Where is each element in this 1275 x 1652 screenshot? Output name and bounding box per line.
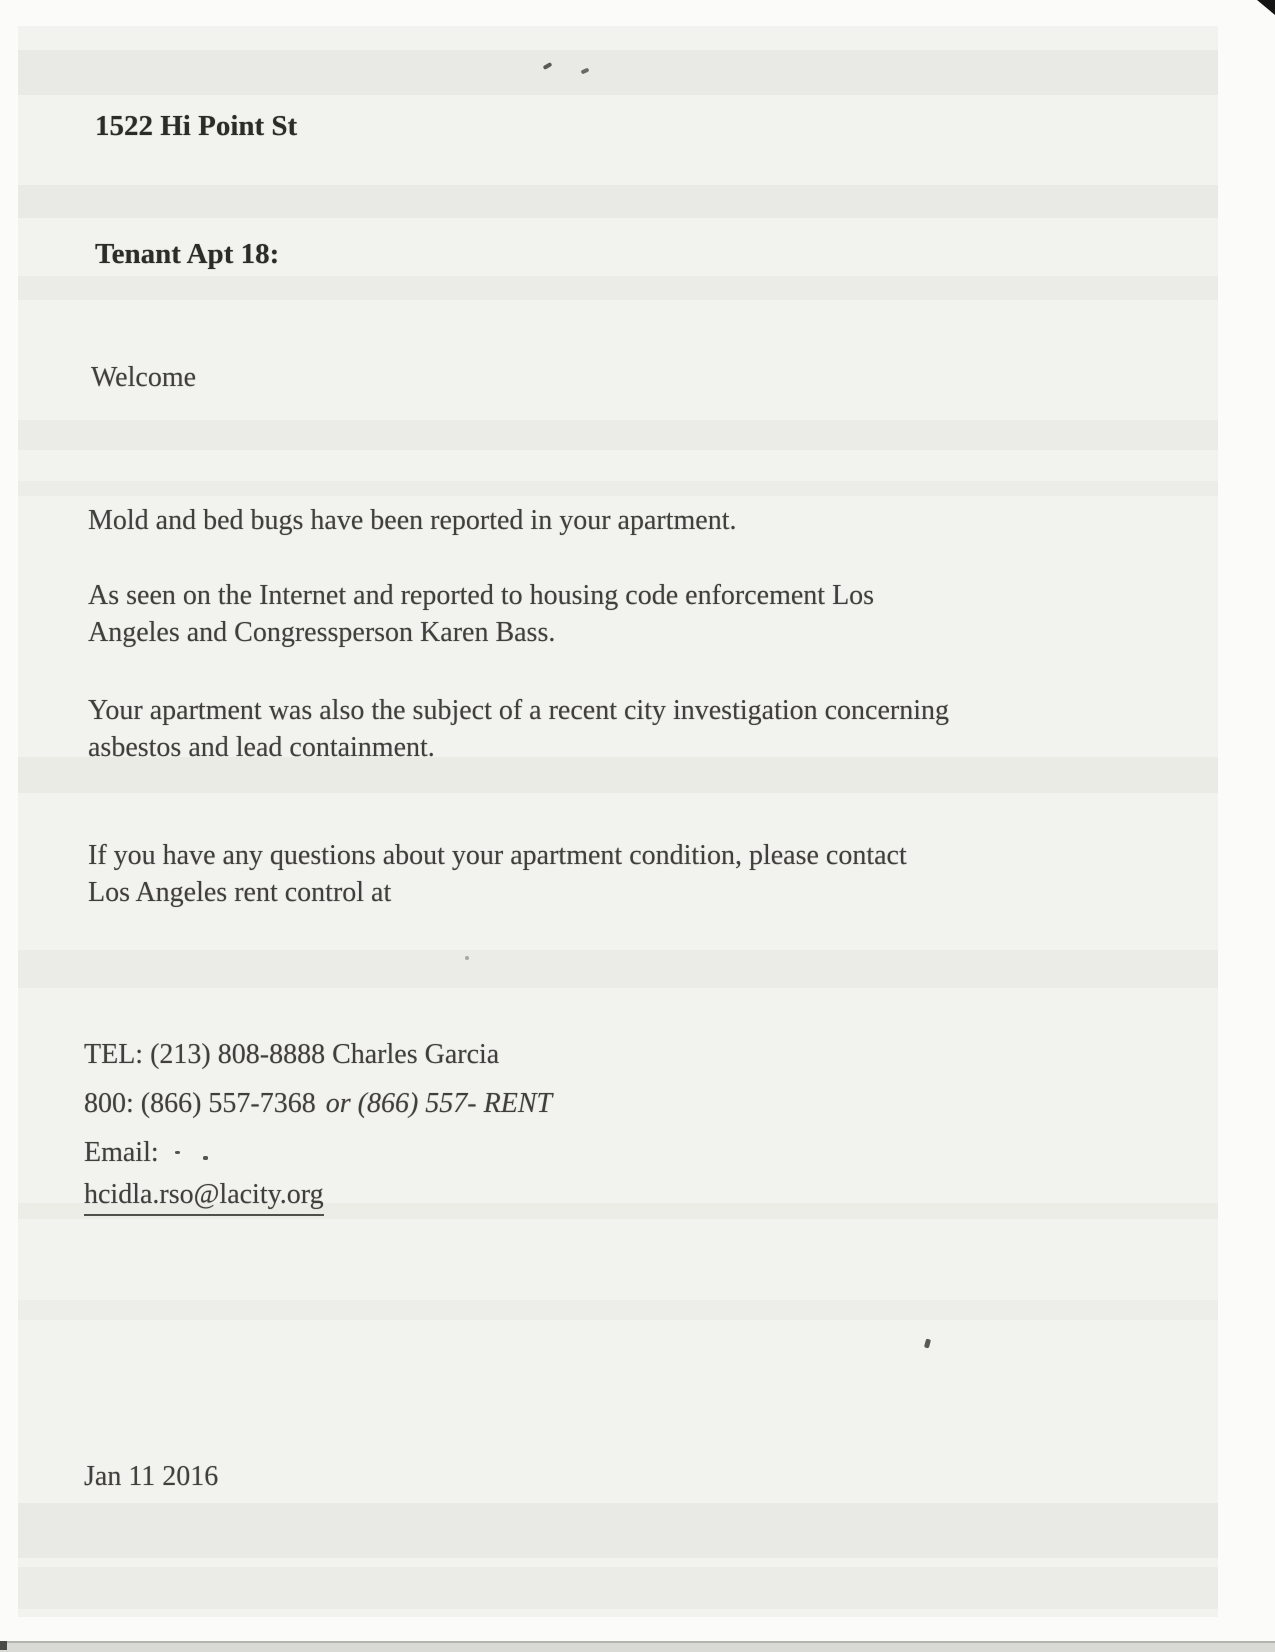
scan-streak	[18, 276, 1218, 300]
email-label: Email:	[84, 1137, 159, 1168]
scan-streak	[18, 185, 1218, 218]
scanner-corner-artifact	[1257, 0, 1275, 15]
scanner-corner-mark	[0, 1641, 7, 1650]
paragraph-line: Angeles and Congressperson Karen Bass.	[88, 617, 556, 648]
ink-speck	[203, 1156, 208, 1160]
phone-800-alt: or (866) 557- RENT	[325, 1088, 553, 1119]
paragraph-line: If you have any questions about your apartment condition, please contact	[88, 840, 907, 871]
scan-streak	[18, 1503, 1218, 1558]
email-address: hcidla.rso@lacity.org	[84, 1176, 324, 1216]
email-address-line	[84, 1176, 324, 1216]
salutation: Tenant Apt 18:	[95, 238, 280, 270]
ink-speck	[175, 1151, 180, 1154]
scan-streak	[18, 1300, 1218, 1320]
paragraph-internet-report	[88, 577, 874, 651]
paragraph-city-investigation	[88, 692, 949, 766]
address-line: 1522 Hi Point St	[95, 110, 298, 142]
ink-speck	[465, 956, 469, 960]
scan-streak	[18, 481, 1218, 496]
paragraph-line: Los Angeles rent control at	[88, 877, 392, 908]
paragraph-line: asbestos and lead containment.	[88, 732, 435, 763]
scan-streak	[18, 1567, 1218, 1609]
paragraph-line: Mold and bed bugs have been reported in your apartment.	[88, 505, 737, 536]
paragraph-line: As seen on the Internet and reported to housing code enforcement Los	[88, 580, 875, 611]
scan-streak	[18, 950, 1218, 988]
greeting: Welcome	[91, 362, 197, 393]
phone-800-line	[84, 1085, 552, 1122]
paragraph-line: Your apartment was also the subject of a recent city investigation concerning	[88, 695, 950, 726]
scanner-edge-strip	[0, 1641, 1275, 1652]
paragraph-questions-contact	[88, 837, 907, 911]
phone-800-number: 800: (866) 557-7368	[84, 1088, 316, 1119]
scan-streak	[18, 50, 1218, 95]
paragraph-mold-report	[88, 502, 736, 539]
tel-line: TEL: (213) 808-8888 Charles Garcia	[84, 1039, 500, 1070]
scan-streak	[18, 420, 1218, 450]
email-label-line	[84, 1134, 159, 1171]
date-line: Jan 11 2016	[84, 1461, 219, 1492]
